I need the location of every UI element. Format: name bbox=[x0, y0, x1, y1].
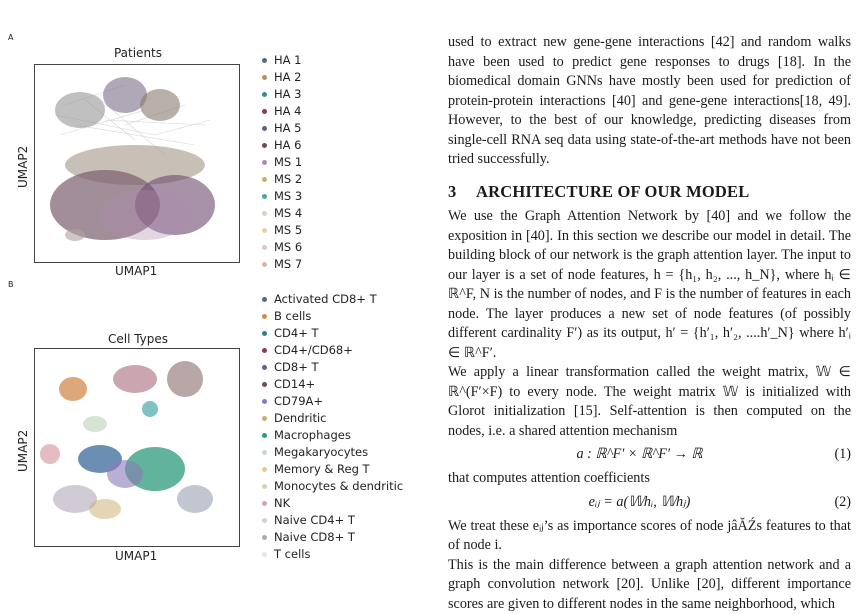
section-heading bbox=[448, 182, 851, 202]
body-text-column bbox=[448, 33, 851, 614]
panel-b-umap-plot bbox=[34, 348, 240, 547]
patients-legend-item bbox=[262, 69, 302, 86]
cluster-cd4cd68 bbox=[113, 365, 157, 393]
cluster-mono bbox=[83, 416, 107, 432]
legend-marker-icon bbox=[262, 143, 267, 148]
celltypes-legend-item bbox=[262, 359, 403, 376]
cluster-right bbox=[177, 485, 213, 513]
patients-legend-item bbox=[262, 256, 302, 273]
legend-marker-icon bbox=[262, 194, 267, 199]
celltypes-legend-item bbox=[262, 495, 403, 512]
legend-marker-icon bbox=[262, 535, 267, 540]
patients-legend-item bbox=[262, 137, 302, 154]
legend-marker-icon bbox=[262, 126, 267, 131]
legend-label: MS 7 bbox=[274, 256, 302, 273]
paragraph-weight-matrix: We apply a linear transformation called the weight matrix, 𝕎 ∈ ℝ^(F′×F) to every node. The weight matrix 𝕎 is initialized with Glorot initialization [15]. Self-attention is then computed on the nodes, i.e. a shared attention mechanism bbox=[448, 363, 851, 441]
cluster-cd14 bbox=[167, 361, 203, 397]
legend-marker-icon bbox=[262, 331, 267, 336]
patients-umap-scatter bbox=[35, 65, 239, 262]
paragraph-related-work: used to extract new gene-gene interactions [42] and random walks have been used to predict gene responses to drugs [18]. In the biomedical domain GNNs have mostly been used for prediction of protein-protein interactions [40] and gene-gene interactions[18, 49]. However, to the best of our knowledge, predicting diseases from single-cell RNA seq data using state-of-the-art methods have not been tried successfully. bbox=[448, 33, 851, 170]
patients-legend-item bbox=[262, 171, 302, 188]
legend-label: MS 6 bbox=[274, 239, 302, 256]
legend-label: MS 3 bbox=[274, 188, 302, 205]
celltypes-legend-item bbox=[262, 376, 403, 393]
section-number: 3 bbox=[448, 182, 476, 202]
legend-label: Macrophages bbox=[274, 427, 351, 444]
legend-marker-icon bbox=[262, 160, 267, 165]
celltypes-legend-item bbox=[262, 444, 403, 461]
paragraph-importance: We treat these eᵢⱼ’s as importance scores of node jâĂŹs features to that of node i. bbox=[448, 517, 851, 556]
equation-2-number: (2) bbox=[831, 493, 851, 513]
patients-legend-item bbox=[262, 205, 302, 222]
patients-legend-item bbox=[262, 120, 302, 137]
legend-label: Memory & Reg T bbox=[274, 461, 370, 478]
cluster-overlay bbox=[100, 190, 190, 240]
legend-marker-icon bbox=[262, 177, 267, 182]
panel-a-title: Patients bbox=[33, 46, 243, 60]
panel-a-xlabel: UMAP1 bbox=[115, 264, 157, 278]
celltypes-legend-item bbox=[262, 427, 403, 444]
cluster-top-right bbox=[140, 89, 180, 121]
legend-marker-icon bbox=[262, 552, 267, 557]
celltypes-legend-item bbox=[262, 512, 403, 529]
cluster-b-cells bbox=[59, 377, 87, 401]
legend-label: B cells bbox=[274, 308, 311, 325]
legend-label: Naive CD4+ T bbox=[274, 512, 355, 529]
paragraph-attention-coeff: that computes attention coefficients bbox=[448, 469, 851, 489]
celltypes-legend-item bbox=[262, 325, 403, 342]
legend-marker-icon bbox=[262, 501, 267, 506]
legend-marker-icon bbox=[262, 245, 267, 250]
legend-label: Activated CD8+ T bbox=[274, 291, 377, 308]
celltypes-legend-item bbox=[262, 393, 403, 410]
cluster-small-teal bbox=[142, 401, 158, 417]
legend-label: T cells bbox=[274, 546, 310, 563]
patients-legend-item bbox=[262, 222, 302, 239]
legend-label: MS 5 bbox=[274, 222, 302, 239]
legend-label: HA 2 bbox=[274, 69, 302, 86]
legend-marker-icon bbox=[262, 314, 267, 319]
equation-1 bbox=[448, 441, 851, 469]
celltypes-legend-item bbox=[262, 529, 403, 546]
panel-b-label: B bbox=[8, 280, 14, 289]
equation-1-number: (1) bbox=[831, 445, 851, 465]
legend-label: HA 3 bbox=[274, 86, 302, 103]
legend-marker-icon bbox=[262, 211, 267, 216]
celltypes-legend-item bbox=[262, 461, 403, 478]
legend-marker-icon bbox=[262, 416, 267, 421]
legend-label: Naive CD8+ T bbox=[274, 529, 355, 546]
legend-marker-icon bbox=[262, 484, 267, 489]
cluster-dendritic bbox=[89, 499, 121, 519]
celltypes-legend-item bbox=[262, 308, 403, 325]
legend-marker-icon bbox=[262, 262, 267, 267]
legend-label: MS 1 bbox=[274, 154, 302, 171]
legend-label: CD8+ T bbox=[274, 359, 319, 376]
legend-marker-icon bbox=[262, 109, 267, 114]
legend-marker-icon bbox=[262, 399, 267, 404]
patients-legend-item bbox=[262, 154, 302, 171]
patients-legend-item bbox=[262, 52, 302, 69]
patients-legend-item bbox=[262, 239, 302, 256]
panel-b-ylabel: UMAP2 bbox=[16, 430, 30, 472]
legend-marker-icon bbox=[262, 348, 267, 353]
cluster-small bbox=[65, 229, 85, 241]
equation-2-body: eᵢⱼ = a(𝕎hᵢ, 𝕎hⱼ) bbox=[448, 493, 831, 513]
equation-2 bbox=[448, 489, 851, 517]
legend-label: HA 5 bbox=[274, 120, 302, 137]
panel-a-legend bbox=[262, 52, 302, 273]
cluster-nk bbox=[40, 444, 60, 464]
legend-marker-icon bbox=[262, 228, 267, 233]
legend-label: HA 1 bbox=[274, 52, 302, 69]
legend-marker-icon bbox=[262, 467, 267, 472]
celltypes-umap-scatter bbox=[35, 349, 239, 546]
paragraph-model-intro: We use the Graph Attention Network by [40] and we follow the exposition in [40]. In this section we describe our model in detail. The building block of our network is the graph attention layer. The input to our layer is a set of node features, h = {h₁, h₂, ..., h_N}, where hᵢ ∈ ℝ^F, N is the number of nodes, and F is the number of features in each node. The layer produces a new set of node features (of possibly different cardinality F′) as its output, h′ = {h′₁, h′₂, ....h′_N} where h′ᵢ ∈ ℝ^F′. bbox=[448, 207, 851, 363]
legend-marker-icon bbox=[262, 382, 267, 387]
panel-a-ylabel: UMAP2 bbox=[16, 146, 30, 188]
legend-marker-icon bbox=[262, 58, 267, 63]
cluster-top-left bbox=[55, 92, 105, 128]
legend-marker-icon bbox=[262, 450, 267, 455]
legend-label: CD79A+ bbox=[274, 393, 323, 410]
legend-label: Dendritic bbox=[274, 410, 326, 427]
equation-1-body: a : ℝ^F′ × ℝ^F′ → ℝ bbox=[448, 445, 831, 465]
patients-legend-item bbox=[262, 86, 302, 103]
legend-marker-icon bbox=[262, 75, 267, 80]
paragraph-gat-vs-gcn: This is the main difference between a graph attention network and a graph convolution network [20]. Unlike [20], different importance scores are given to different nodes in the same neighborhood, which bbox=[448, 556, 851, 614]
panel-b-xlabel: UMAP1 bbox=[115, 549, 157, 563]
celltypes-legend-item bbox=[262, 478, 403, 495]
legend-marker-icon bbox=[262, 518, 267, 523]
legend-label: Megakaryocytes bbox=[274, 444, 368, 461]
legend-label: MS 4 bbox=[274, 205, 302, 222]
patients-legend-item bbox=[262, 103, 302, 120]
legend-marker-icon bbox=[262, 365, 267, 370]
panel-b-title: Cell Types bbox=[33, 332, 243, 346]
legend-label: CD4+ T bbox=[274, 325, 319, 342]
celltypes-legend-item bbox=[262, 291, 403, 308]
celltypes-legend-item bbox=[262, 410, 403, 427]
legend-label: NK bbox=[274, 495, 290, 512]
cluster-cd79a bbox=[107, 460, 143, 488]
panel-a-umap-plot bbox=[34, 64, 240, 263]
legend-label: Monocytes & dendritic bbox=[274, 478, 403, 495]
panel-b-legend bbox=[262, 291, 403, 563]
section-title: ARCHITECTURE OF OUR MODEL bbox=[476, 182, 749, 201]
legend-label: HA 6 bbox=[274, 137, 302, 154]
legend-label: HA 4 bbox=[274, 103, 302, 120]
legend-label: MS 2 bbox=[274, 171, 302, 188]
panel-a-label: A bbox=[8, 33, 13, 42]
legend-label: CD4+/CD68+ bbox=[274, 342, 353, 359]
legend-marker-icon bbox=[262, 297, 267, 302]
celltypes-legend-item bbox=[262, 342, 403, 359]
celltypes-legend-item bbox=[262, 546, 403, 563]
legend-marker-icon bbox=[262, 433, 267, 438]
legend-marker-icon bbox=[262, 92, 267, 97]
legend-label: CD14+ bbox=[274, 376, 315, 393]
patients-legend-item bbox=[262, 188, 302, 205]
